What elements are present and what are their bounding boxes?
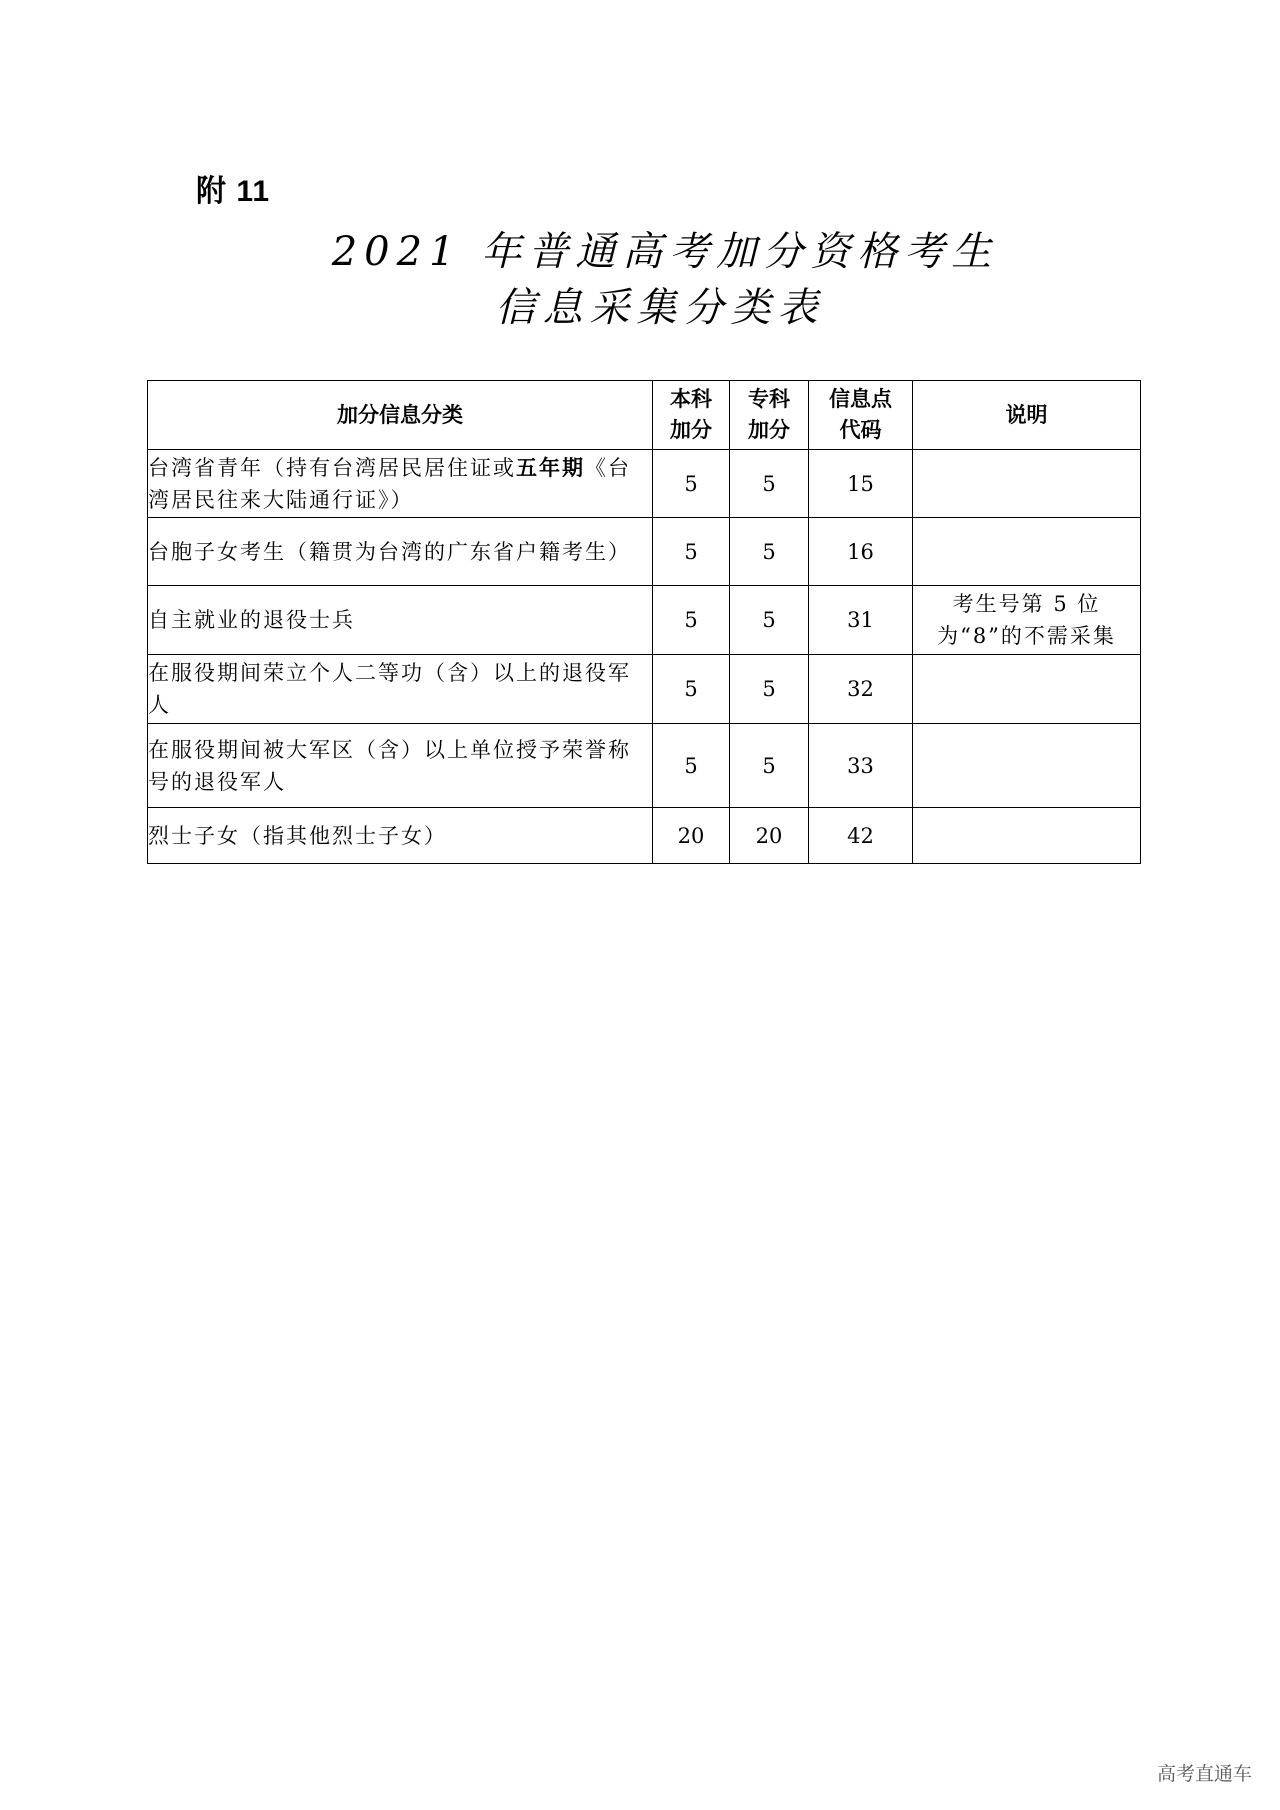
row-undergrad-bonus: 5 <box>653 724 730 808</box>
row-college-bonus: 5 <box>730 518 809 586</box>
row-category: 台胞子女考生（籍贯为台湾的广东省户籍考生） <box>148 518 653 586</box>
header-undergrad-bonus: 本科 加分 <box>653 381 730 450</box>
row-college-bonus: 5 <box>730 450 809 518</box>
row-note <box>913 655 1141 724</box>
table-row <box>148 655 1141 724</box>
row-note <box>913 724 1141 808</box>
row-note: 考生号第 5 位为“8”的不需采集 <box>913 586 1141 655</box>
row-college-bonus: 5 <box>730 724 809 808</box>
row-note <box>913 808 1141 864</box>
table-header-row <box>148 381 1141 450</box>
row-info-code: 31 <box>809 586 913 655</box>
row-info-code: 42 <box>809 808 913 864</box>
header-info-code: 信息点 代码 <box>809 381 913 450</box>
row-category: 自主就业的退役士兵 <box>148 586 653 655</box>
row-info-code: 33 <box>809 724 913 808</box>
watermark-text: 高考直通车 <box>1156 1763 1252 1785</box>
row-undergrad-bonus: 5 <box>653 518 730 586</box>
header-category: 加分信息分类 <box>148 381 653 450</box>
row-info-code: 15 <box>809 450 913 518</box>
row-undergrad-bonus: 20 <box>653 808 730 864</box>
attachment-label: 附 11 <box>196 175 271 208</box>
row-category: 台湾省青年（持有台湾居民居住证或五年期《台湾居民往来大陆通行证》） <box>148 450 653 518</box>
table-row <box>148 586 1141 655</box>
row-undergrad-bonus: 5 <box>653 586 730 655</box>
row-college-bonus: 5 <box>730 655 809 724</box>
document-title-line-1: 2021 年普通高考加分资格考生 <box>331 229 999 275</box>
row-college-bonus: 20 <box>730 808 809 864</box>
header-college-bonus: 专科 加分 <box>730 381 809 450</box>
row-category: 在服役期间荣立个人二等功（含）以上的退役军人 <box>148 655 653 724</box>
document-title-line-2: 信息采集分类表 <box>495 285 825 331</box>
row-category: 烈士子女（指其他烈士子女） <box>148 808 653 864</box>
row-info-code: 16 <box>809 518 913 586</box>
header-note: 说明 <box>913 381 1141 450</box>
bonus-category-table <box>147 380 1141 864</box>
table-row <box>148 450 1141 518</box>
row-undergrad-bonus: 5 <box>653 655 730 724</box>
table-row <box>148 724 1141 808</box>
row-undergrad-bonus: 5 <box>653 450 730 518</box>
row-note <box>913 518 1141 586</box>
row-note <box>913 450 1141 518</box>
row-info-code: 32 <box>809 655 913 724</box>
table-row <box>148 808 1141 864</box>
row-category: 在服役期间被大军区（含）以上单位授予荣誉称号的退役军人 <box>148 724 653 808</box>
row-college-bonus: 5 <box>730 586 809 655</box>
table-row <box>148 518 1141 586</box>
